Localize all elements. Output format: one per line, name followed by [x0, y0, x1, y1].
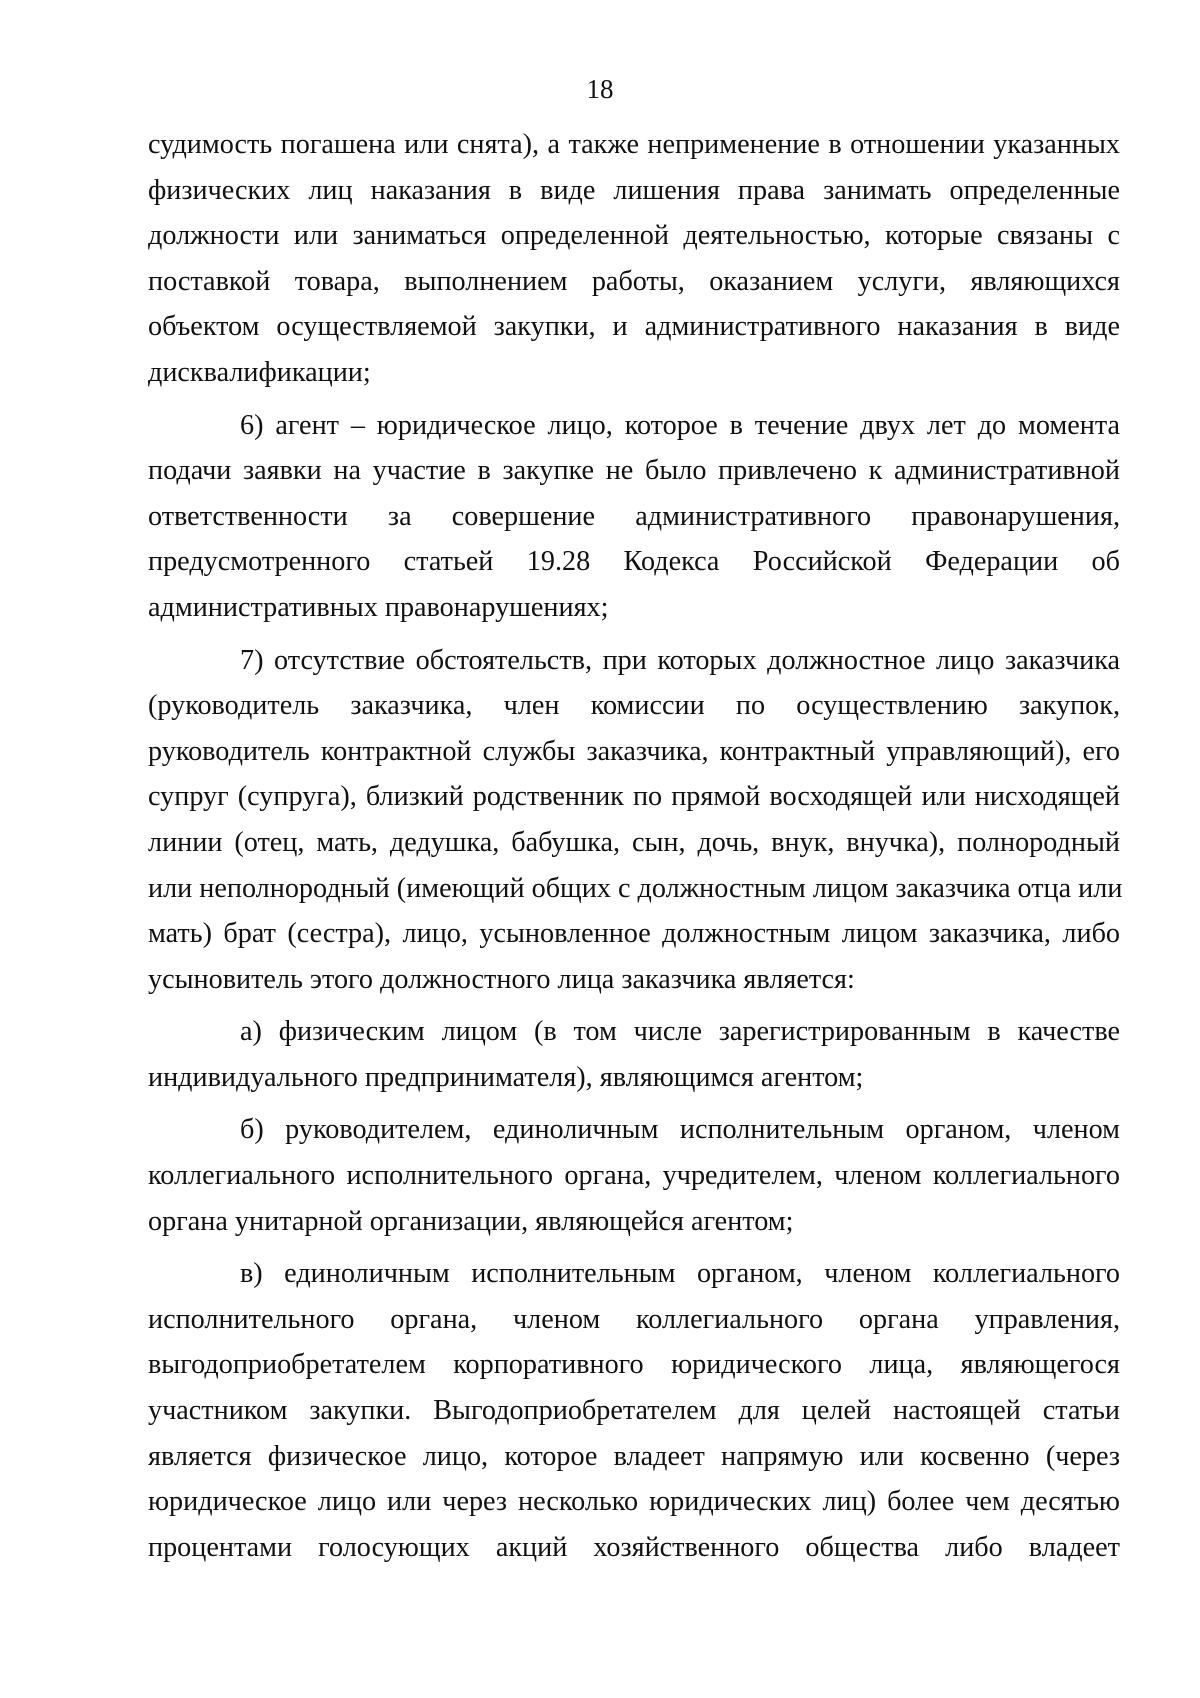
text-line: коллегиального исполнительного органа, учредителем, членом коллегиального	[148, 1160, 1120, 1192]
paragraph-5-continuation	[148, 122, 1120, 396]
text-line: должности или заниматься определенной деятельностью, которые связаны с	[148, 220, 1120, 252]
text-line: выгодоприобретателем корпоративного юридического лица, являющегося	[148, 1349, 1120, 1381]
text-line: предусмотренного статьей 19.28 Кодекса Российской Федерации об	[148, 546, 1120, 578]
text-line: руководитель контрактной службы заказчика, контрактный управляющий), его	[148, 735, 1120, 767]
text-line: ответственности за совершение административного правонарушения,	[148, 500, 1120, 532]
text-line: в) единоличным исполнительным органом, членом коллегиального	[240, 1258, 1120, 1290]
text-line: процентами голосующих акций хозяйственного общества либо владеет	[148, 1531, 1120, 1563]
paragraph-subitem-b	[148, 1107, 1120, 1244]
paragraph-item-7	[148, 638, 1123, 1003]
text-line: административных правонарушениях;	[148, 591, 609, 623]
text-line: индивидуального предпринимателя), являющимся агентом;	[148, 1061, 864, 1093]
text-line: является физическое лицо, которое владеет напрямую или косвенно (через	[148, 1440, 1120, 1472]
paragraph-subitem-a	[148, 1009, 1120, 1100]
text-line: (руководитель заказчика, член комиссии по осуществлению закупок,	[148, 690, 1120, 722]
text-line: дисквалификации;	[148, 356, 371, 388]
text-line: поставкой товара, выполнением работы, оказанием услуги, являющихся	[148, 265, 1120, 297]
text-line: физических лиц наказания в виде лишения права занимать определенные	[148, 174, 1120, 206]
document-body	[148, 122, 1123, 1570]
paragraph-item-6	[148, 403, 1120, 631]
text-line: а) физическим лицом (в том числе зарегистрированным в качестве	[240, 1016, 1120, 1048]
text-line: юридическое лицо или через несколько юридических лиц) более чем десятью	[148, 1486, 1120, 1518]
text-line: усыновитель этого должностного лица заказчика является:	[148, 963, 855, 995]
text-line: 6) агент – юридическое лицо, которое в течение двух лет до момента	[240, 409, 1120, 441]
text-line: исполнительного органа, членом коллегиального органа управления,	[148, 1303, 1120, 1335]
text-line: подачи заявки на участие в закупке не было привлечено к административной	[148, 455, 1120, 487]
text-line: б) руководителем, единоличным исполнительным органом, членом	[240, 1114, 1120, 1146]
text-line: участником закупки. Выгодоприобретателем для целей настоящей статьи	[148, 1395, 1120, 1427]
text-line: 7) отсутствие обстоятельств, при которых должностное лицо заказчика	[240, 644, 1120, 676]
text-line: судимость погашена или снята), а также неприменение в отношении указанных	[148, 129, 1120, 160]
text-line: или неполнородный (имеющий общих с должностным лицом заказчика отца или	[148, 872, 1123, 904]
text-line: органа унитарной организации, являющейся агентом;	[148, 1205, 794, 1237]
text-line: объектом осуществляемой закупки, и административного наказания в виде	[148, 311, 1120, 343]
text-line: супруг (супруга), близкий родственник по прямой восходящей или нисходящей	[148, 781, 1120, 813]
paragraph-subitem-v	[148, 1251, 1120, 1570]
text-line: линии (отец, мать, дедушка, бабушка, сын, дочь, внук, внучка), полнородный	[148, 826, 1120, 858]
text-line: мать) брат (сестра), лицо, усыновленное должностным лицом заказчика, либо	[148, 918, 1120, 950]
page-number: 18	[586, 74, 614, 104]
